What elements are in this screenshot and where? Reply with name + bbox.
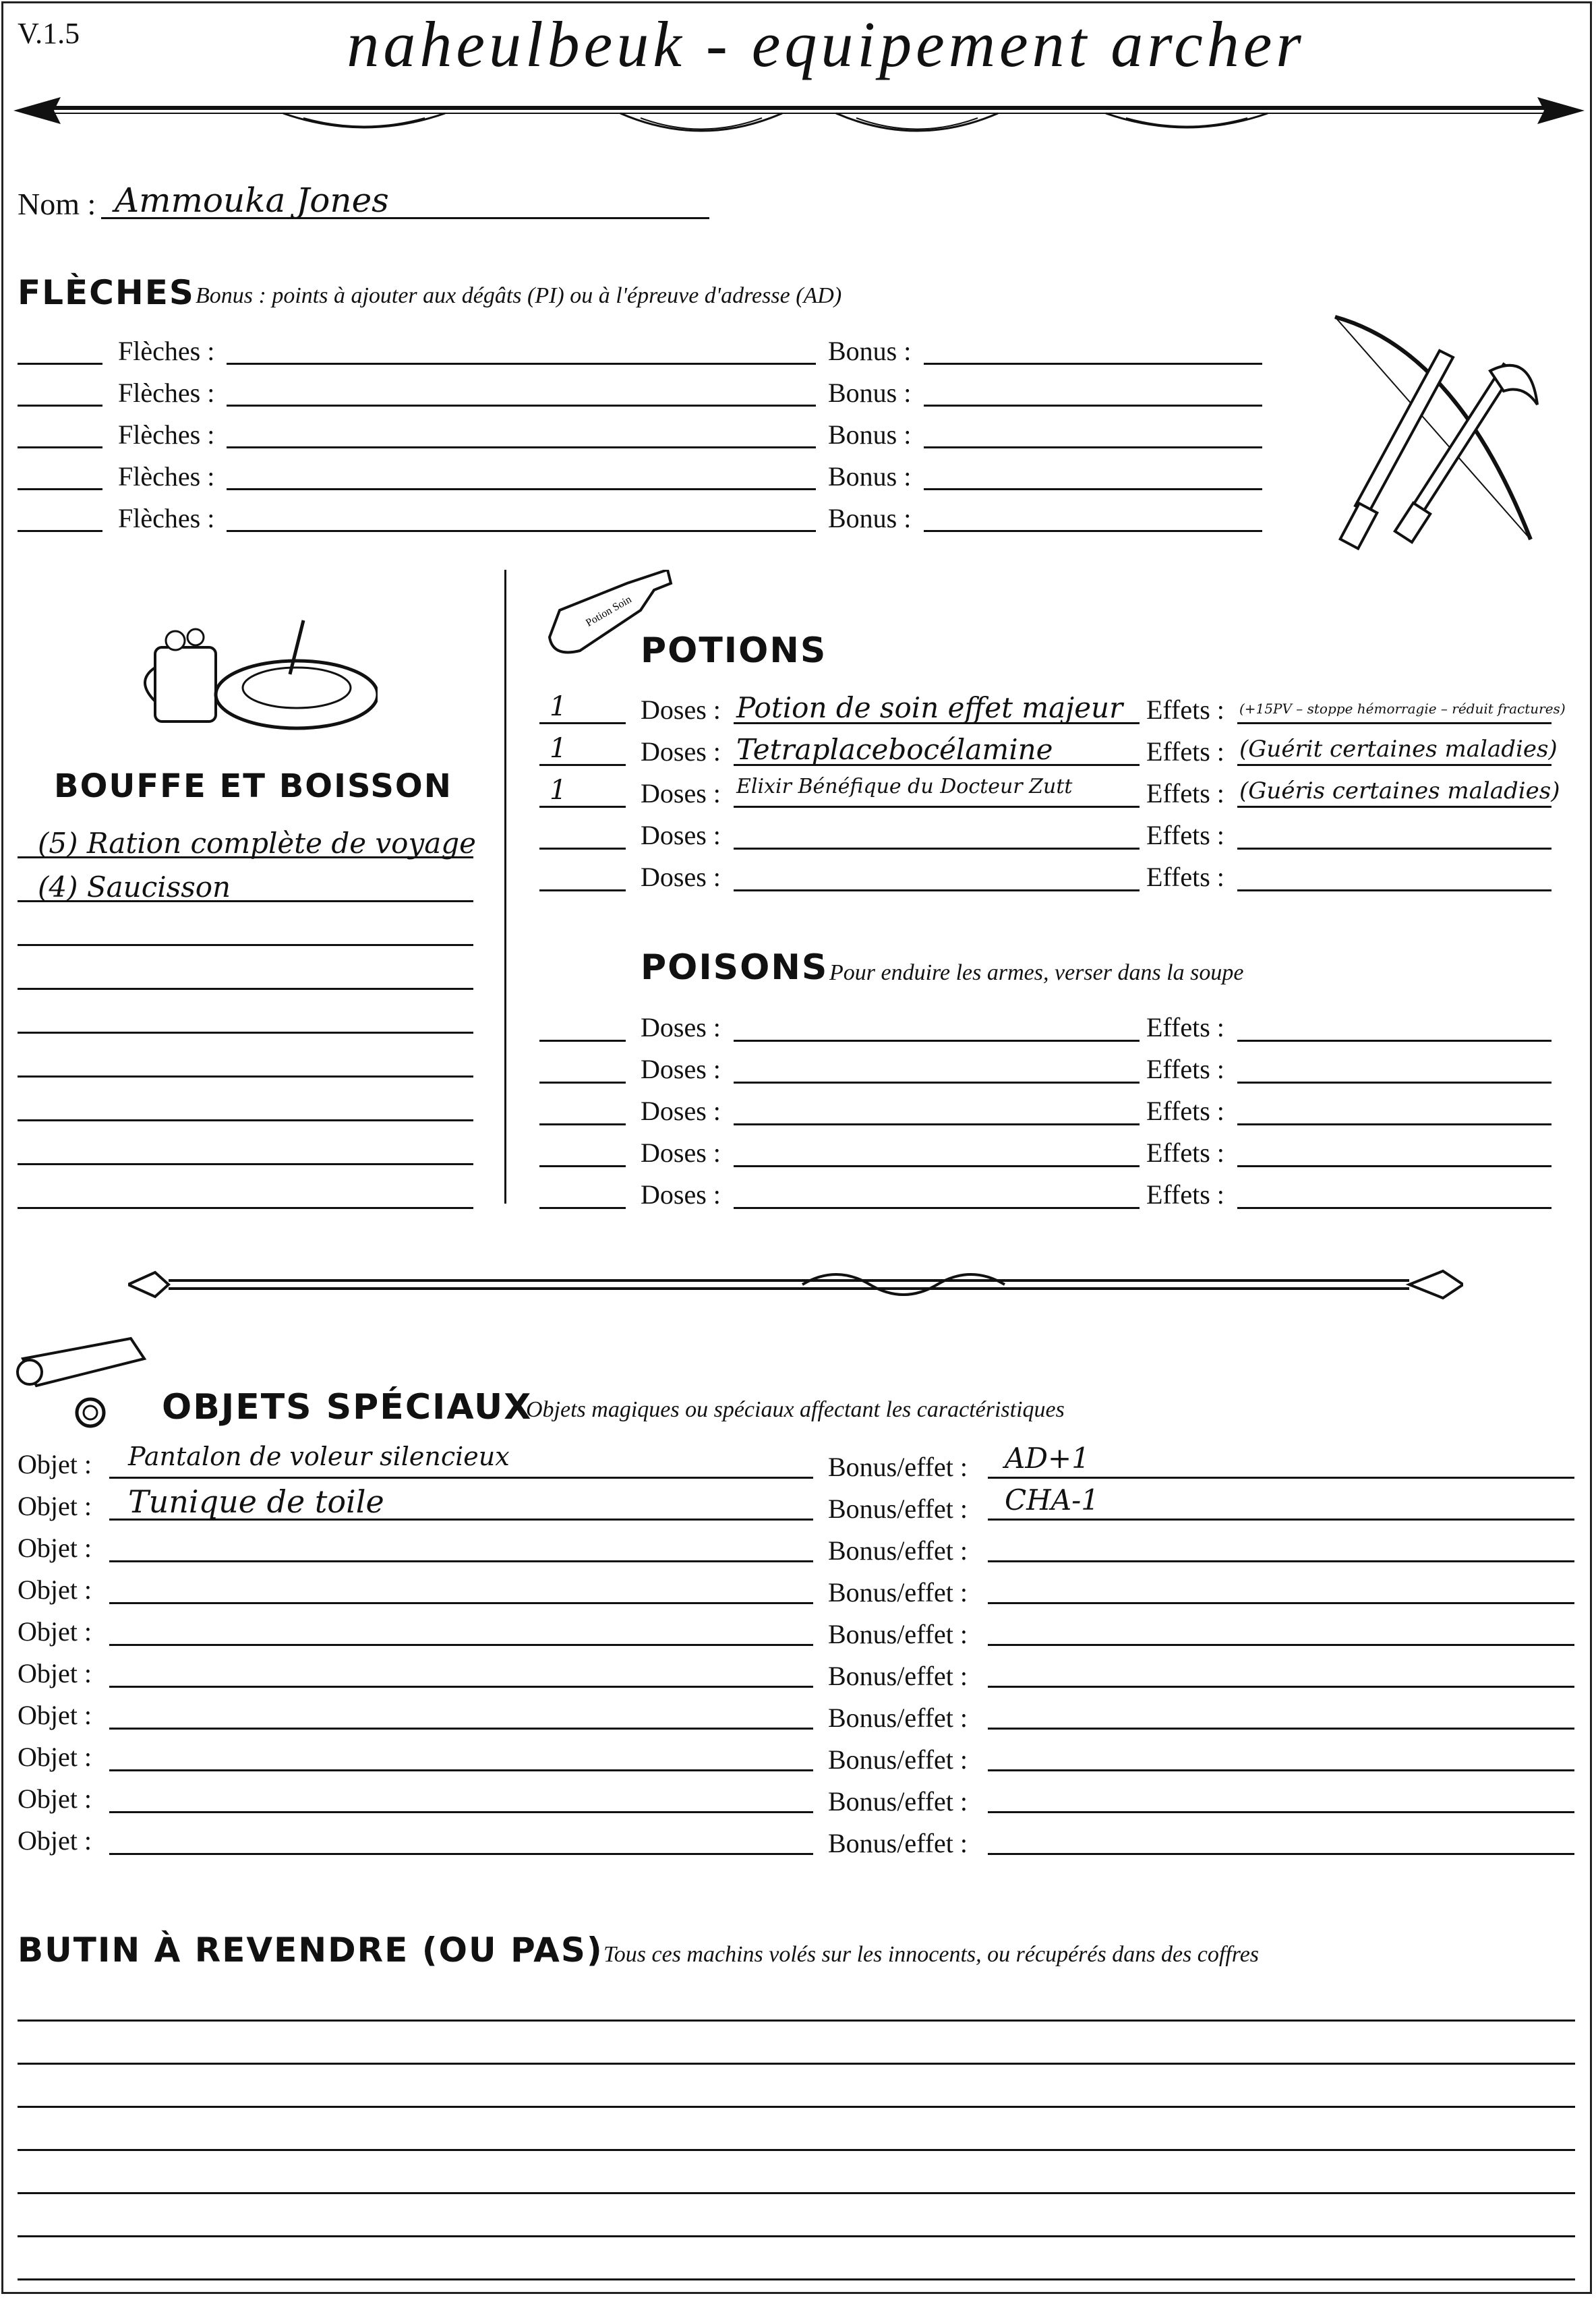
- potion-qty-field[interactable]: [539, 764, 626, 766]
- objet-field[interactable]: [109, 1728, 813, 1730]
- poison-dose-field[interactable]: [734, 1082, 1140, 1084]
- bouffe-item-field[interactable]: [18, 1032, 473, 1034]
- objet-bonus-field[interactable]: [988, 1686, 1574, 1688]
- objet-bonus-field[interactable]: [988, 1560, 1574, 1562]
- fleches-name-field[interactable]: [227, 363, 816, 365]
- objets-heading: OBJETS SPÉCIAUX: [162, 1387, 533, 1427]
- fleches-bonus-field[interactable]: [924, 405, 1262, 407]
- objet-bonus-label: Bonus/effet :: [828, 1619, 968, 1649]
- bouffe-item: (4) Saucisson: [38, 871, 231, 904]
- nom-value: Ammouka Jones: [115, 181, 389, 220]
- objet-bonus: CHA-1: [1005, 1483, 1100, 1516]
- objet-value: Pantalon de voleur silencieux: [128, 1442, 510, 1471]
- poison-effets-label: Effets :: [1146, 1012, 1224, 1042]
- objet-bonus-label: Bonus/effet :: [828, 1661, 968, 1691]
- objet-field[interactable]: [109, 1853, 813, 1855]
- fleches-bonus-field[interactable]: [924, 488, 1262, 490]
- poison-dose-field[interactable]: [734, 1123, 1140, 1125]
- objet-bonus-field[interactable]: [988, 1769, 1574, 1771]
- potion-dose: Elixir Bénéfique du Docteur Zutt: [736, 775, 1073, 798]
- fleches-name-field[interactable]: [227, 488, 816, 490]
- objet-field[interactable]: [109, 1602, 813, 1604]
- food-illustration: [135, 607, 378, 735]
- fleches-bonus-field[interactable]: [924, 446, 1262, 448]
- fleches-bonus-label: Bonus :: [828, 503, 912, 533]
- bouffe-item-field[interactable]: [18, 1119, 473, 1121]
- butin-line-field[interactable]: [18, 2192, 1575, 2194]
- potion-qty: 1: [550, 691, 567, 722]
- potion-dose: Tetraplacebocélamine: [736, 733, 1053, 766]
- objet-label: Objet :: [18, 1491, 92, 1521]
- poison-qty-field[interactable]: [539, 1165, 626, 1167]
- potion-qty: 1: [550, 775, 567, 806]
- poison-effet-field[interactable]: [1237, 1082, 1551, 1084]
- potion-doses-label: Doses :: [641, 778, 721, 808]
- objet-label: Objet :: [18, 1658, 92, 1688]
- objet-value: Tunique de toile: [128, 1483, 384, 1520]
- poison-dose-field[interactable]: [734, 1207, 1140, 1209]
- fleches-bonus-field[interactable]: [924, 530, 1262, 532]
- fleches-bonus-field[interactable]: [924, 363, 1262, 365]
- objet-label: Objet :: [18, 1616, 92, 1647]
- poison-qty-field[interactable]: [539, 1207, 626, 1209]
- fleches-label: Flèches :: [118, 461, 215, 492]
- potion-dose-field[interactable]: [734, 889, 1140, 891]
- bouffe-item-field[interactable]: [18, 1163, 473, 1165]
- objet-bonus-label: Bonus/effet :: [828, 1577, 968, 1608]
- objet-field[interactable]: [109, 1769, 813, 1771]
- page-title: naheulbeuk - equipement archer: [347, 8, 1305, 80]
- potion-qty-field[interactable]: [539, 889, 626, 891]
- objet-label: Objet :: [18, 1825, 92, 1856]
- bouffe-item-field[interactable]: [18, 1207, 473, 1209]
- poison-effet-field[interactable]: [1237, 1123, 1551, 1125]
- fleches-bonus-label: Bonus :: [828, 336, 912, 366]
- spear-ornament-top: [13, 88, 1585, 148]
- potion-effets-label: Effets :: [1146, 778, 1224, 808]
- potion-effet: (Guéris certaines maladies): [1239, 777, 1560, 804]
- poison-doses-label: Doses :: [641, 1012, 721, 1042]
- potion-effet-field[interactable]: [1237, 764, 1551, 766]
- objet-bonus-field[interactable]: [988, 1811, 1574, 1813]
- objet-bonus-label: Bonus/effet :: [828, 1703, 968, 1733]
- fleches-label: Flèches :: [118, 419, 215, 450]
- butin-line-field[interactable]: [18, 2278, 1575, 2280]
- version-label: V.1.5: [18, 17, 80, 50]
- poison-effet-field[interactable]: [1237, 1040, 1551, 1042]
- potion-effet-field[interactable]: [1237, 889, 1551, 891]
- poison-qty-field[interactable]: [539, 1123, 626, 1125]
- objet-bonus-field[interactable]: [988, 1853, 1574, 1855]
- scroll-ring-illustration: [16, 1332, 158, 1433]
- fleches-label: Flèches :: [118, 378, 215, 408]
- nom-label: Nom :: [18, 187, 96, 221]
- butin-line-field[interactable]: [18, 2020, 1575, 2022]
- poison-qty-field[interactable]: [539, 1082, 626, 1084]
- bouffe-heading: BOUFFE ET BOISSON: [54, 767, 452, 805]
- potion-effet: (Guérit certaines maladies): [1239, 736, 1558, 763]
- butin-subtitle: Tous ces machins volés sur les innocents, ou récupérés dans des coffres: [603, 1942, 1260, 1967]
- objet-bonus: AD+1: [1005, 1442, 1090, 1475]
- fleches-qty-field[interactable]: [18, 488, 102, 490]
- objet-bonus-field[interactable]: [988, 1602, 1574, 1604]
- fleches-heading: FLÈCHES: [18, 273, 195, 312]
- poison-effets-label: Effets :: [1146, 1054, 1224, 1084]
- poison-effet-field[interactable]: [1237, 1207, 1551, 1209]
- potion-qty: 1: [550, 733, 567, 764]
- potion-effet: (+15PV – stoppe hémorragie – réduit fractures): [1239, 701, 1566, 717]
- poison-effets-label: Effets :: [1146, 1096, 1224, 1126]
- fleches-qty-field[interactable]: [18, 530, 102, 532]
- potion-effet-field[interactable]: [1237, 848, 1551, 850]
- fleches-qty-field[interactable]: [18, 363, 102, 365]
- bouffe-item: (5) Ration complète de voyage: [38, 827, 476, 860]
- fleches-label: Flèches :: [118, 503, 215, 533]
- poisons-subtitle: Pour enduire les armes, verser dans la soupe: [829, 960, 1244, 985]
- objet-bonus-label: Bonus/effet :: [828, 1744, 968, 1775]
- objet-bonus-label: Bonus/effet :: [828, 1452, 968, 1482]
- butin-line-field[interactable]: [18, 2063, 1575, 2065]
- potion-qty-field[interactable]: [539, 806, 626, 808]
- potion-effets-label: Effets :: [1146, 820, 1224, 850]
- potion-doses-label: Doses :: [641, 862, 721, 892]
- fleches-subtitle: Bonus : points à ajouter aux dégâts (PI) ou à l'épreuve d'adresse (AD): [196, 283, 842, 308]
- fleches-name-field[interactable]: [227, 530, 816, 532]
- poison-qty-field[interactable]: [539, 1040, 626, 1042]
- poison-doses-label: Doses :: [641, 1054, 721, 1084]
- poison-dose-field[interactable]: [734, 1165, 1140, 1167]
- objet-field[interactable]: [109, 1477, 813, 1479]
- potion-effet-field[interactable]: [1237, 722, 1551, 724]
- poison-doses-label: Doses :: [641, 1138, 721, 1168]
- fleches-label: Flèches :: [118, 336, 215, 366]
- objet-bonus-label: Bonus/effet :: [828, 1535, 968, 1566]
- butin-line-field[interactable]: [18, 2149, 1575, 2151]
- potion-doses-label: Doses :: [641, 695, 721, 725]
- objet-label: Objet :: [18, 1533, 92, 1563]
- fleches-bonus-label: Bonus :: [828, 419, 912, 450]
- objet-bonus-label: Bonus/effet :: [828, 1494, 968, 1524]
- fleches-bonus-label: Bonus :: [828, 378, 912, 408]
- objet-field[interactable]: [109, 1560, 813, 1562]
- poison-dose-field[interactable]: [734, 1040, 1140, 1042]
- objet-bonus-field[interactable]: [988, 1477, 1574, 1479]
- staff-ornament-middle: [128, 1258, 1463, 1312]
- objet-field[interactable]: [109, 1811, 813, 1813]
- bouffe-item-field[interactable]: [18, 1076, 473, 1078]
- weapons-illustration: [1322, 310, 1564, 553]
- objet-bonus-field[interactable]: [988, 1519, 1574, 1521]
- objet-field[interactable]: [109, 1644, 813, 1646]
- potion-doses-label: Doses :: [641, 820, 721, 850]
- column-divider: [504, 570, 506, 1204]
- objet-bonus-field[interactable]: [988, 1644, 1574, 1646]
- potion-qty-field[interactable]: [539, 848, 626, 850]
- potion-effets-label: Effets :: [1146, 862, 1224, 892]
- bouffe-item-field[interactable]: [18, 944, 473, 946]
- fleches-qty-field[interactable]: [18, 405, 102, 407]
- objet-label: Objet :: [18, 1742, 92, 1772]
- objet-label: Objet :: [18, 1449, 92, 1479]
- butin-line-field[interactable]: [18, 2235, 1575, 2237]
- potion-dose-field[interactable]: [734, 848, 1140, 850]
- fleches-bonus-label: Bonus :: [828, 461, 912, 492]
- poison-doses-label: Doses :: [641, 1179, 721, 1210]
- fleches-name-field[interactable]: [227, 446, 816, 448]
- objet-bonus-field[interactable]: [988, 1728, 1574, 1730]
- objet-field[interactable]: [109, 1686, 813, 1688]
- poisons-heading: POISONS: [641, 947, 829, 988]
- poison-effets-label: Effets :: [1146, 1179, 1224, 1210]
- potions-heading: POTIONS: [641, 630, 827, 671]
- bouffe-item-field[interactable]: [18, 988, 473, 990]
- butin-line-field[interactable]: [18, 2106, 1575, 2108]
- objets-subtitle: Objets magiques ou spéciaux affectant les caractéristiques: [526, 1397, 1065, 1422]
- potion-dose: Potion de soin effet majeur: [736, 691, 1123, 724]
- potion-doses-label: Doses :: [641, 736, 721, 767]
- fleches-name-field[interactable]: [227, 405, 816, 407]
- objet-bonus-label: Bonus/effet :: [828, 1828, 968, 1858]
- objet-label: Objet :: [18, 1574, 92, 1605]
- potion-effets-label: Effets :: [1146, 695, 1224, 725]
- potion-effets-label: Effets :: [1146, 736, 1224, 767]
- objet-bonus-label: Bonus/effet :: [828, 1786, 968, 1817]
- poison-effet-field[interactable]: [1237, 1165, 1551, 1167]
- poison-effets-label: Effets :: [1146, 1138, 1224, 1168]
- objet-label: Objet :: [18, 1784, 92, 1814]
- potion-dose-field[interactable]: [734, 806, 1140, 808]
- bottle-label: Potion Soin: [584, 593, 634, 629]
- objet-label: Objet :: [18, 1700, 92, 1730]
- potion-effet-field[interactable]: [1237, 806, 1551, 808]
- butin-heading: BUTIN À REVENDRE (OU PAS): [18, 1931, 603, 1970]
- potion-qty-field[interactable]: [539, 722, 626, 724]
- fleches-qty-field[interactable]: [18, 446, 102, 448]
- poison-doses-label: Doses :: [641, 1096, 721, 1126]
